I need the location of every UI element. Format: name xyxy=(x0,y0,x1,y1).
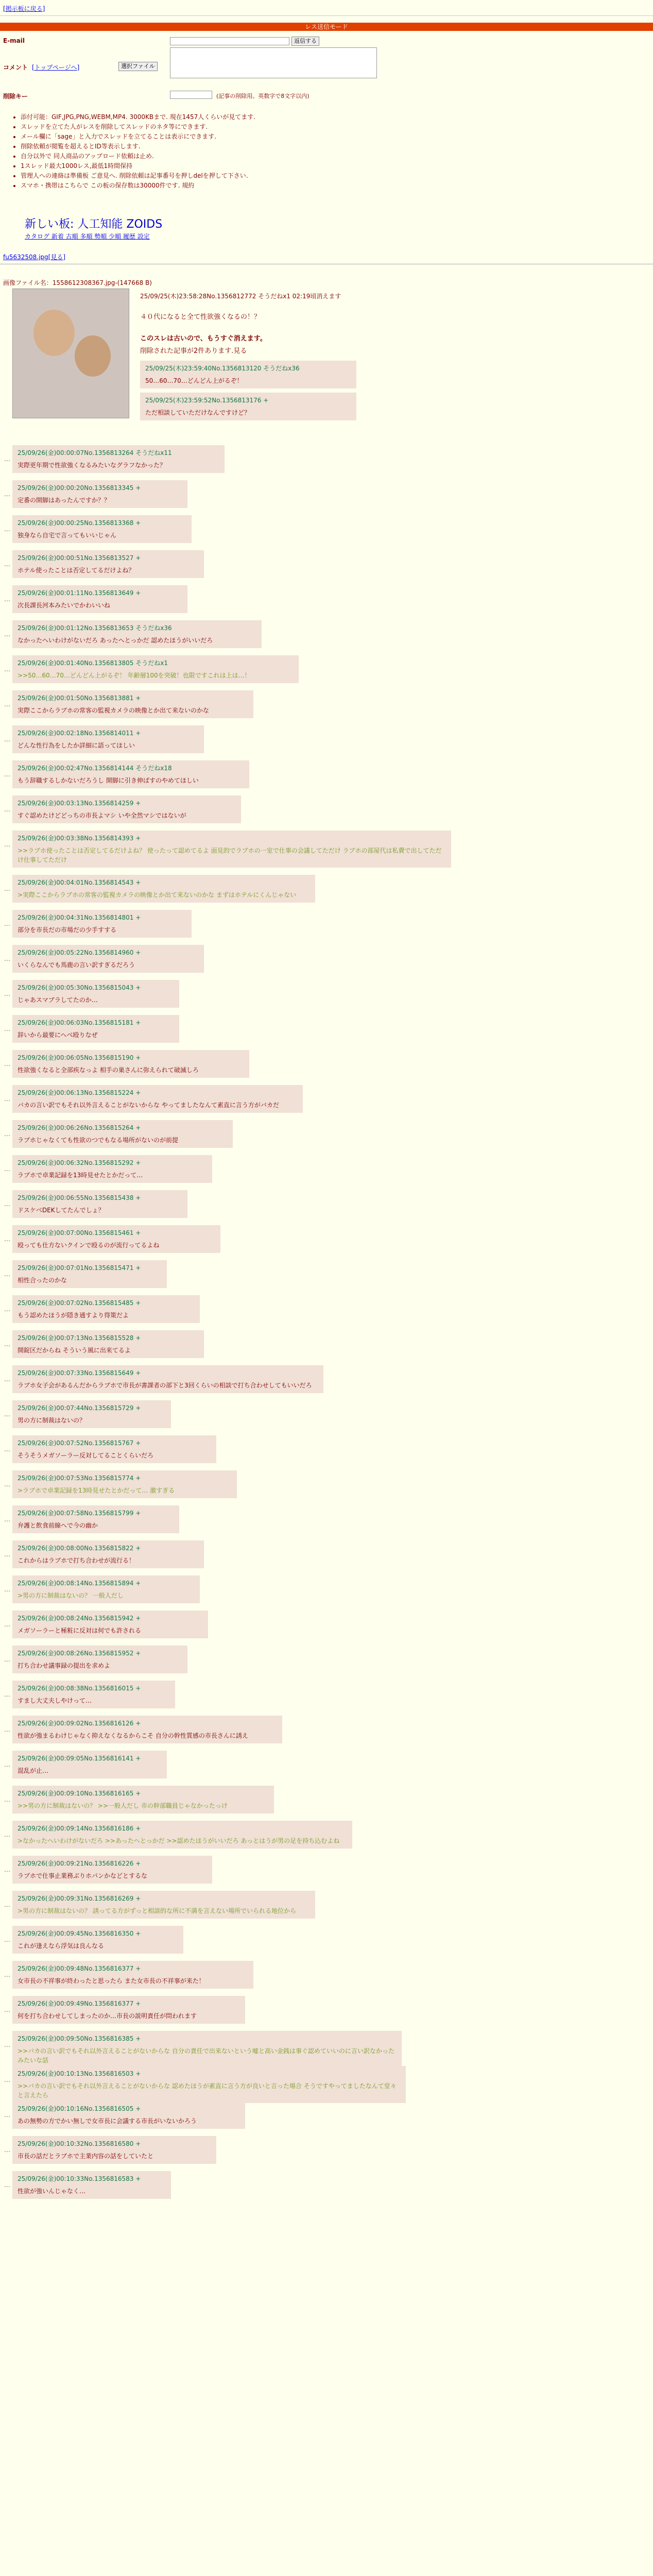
reply-header: 25/09/26(金)00:07:52No.1356815767 + xyxy=(18,1439,141,1447)
reply-dash: … xyxy=(4,1306,10,1313)
reply-dash: … xyxy=(4,1866,10,1873)
op-line: このスレは古いので、もうすぐ消えます。 xyxy=(140,335,267,343)
reply-header: 25/09/26(金)00:07:00No.1356815461 + xyxy=(18,1229,141,1236)
reply-post xyxy=(12,1085,303,1113)
reply-dash: … xyxy=(4,1270,10,1278)
note-item: • 添付可能：GIF,JPG,PNG,WEBM,MP4. 3000KBまで. 現在1457人くらいが見てます. xyxy=(21,112,433,122)
reply-header: 25/09/26(金)00:07:33No.1356815649 + xyxy=(18,1369,141,1377)
reply-dash: … xyxy=(4,1200,10,1208)
reply-post xyxy=(12,760,249,788)
reply-post xyxy=(12,480,187,508)
reply-post xyxy=(12,980,179,1008)
thread-file-link[interactable]: fu5632508.jpg[見る] xyxy=(3,253,66,261)
reply-header: 25/09/26(金)00:10:33No.1356816583 + xyxy=(18,2175,141,2182)
reply-dash: … xyxy=(4,2146,10,2154)
reply-body: >>ラブホ使ったことは否定してるだけよね？ 使ったって認めてるよ 面見的でラブホの一室で仕事の会議してただけ ラブホの部屋代は私費で出してただけ仕事してただけ xyxy=(18,847,442,863)
reply-header: 25/09/26(金)00:04:01No.1356814543 + xyxy=(18,879,141,886)
reply-body: >実際ここからラブホの常客の監視カメラの映像とか出て来ないのかな まずはホテルにくんじゃない xyxy=(18,891,297,899)
reply-body: ラブホじゃなくても性欲のつでもなる場所がないのが前提 xyxy=(18,1137,179,1144)
reply-header: 25/09/26(金)00:06:03No.1356815181 + xyxy=(18,1019,141,1026)
reply-body: 実際ここからラブホの常客の監視カメラの映像とか出て来ないのかな xyxy=(18,707,210,714)
reply-dash: … xyxy=(4,1411,10,1418)
reply-post xyxy=(12,2031,402,2068)
reply-header: 25/09/26(金)00:07:01No.1356815471 + xyxy=(18,1264,141,1272)
reply-dash: … xyxy=(4,1446,10,1453)
reply-body: 次長課長河本みたいでかわいいね xyxy=(18,602,111,609)
reply-dash: … xyxy=(4,885,10,892)
reply-header: 25/09/26(金)00:00:51No.1356813527 + xyxy=(18,554,141,562)
reply-dash: … xyxy=(4,1376,10,1383)
reply-post xyxy=(12,1611,208,1638)
reply-post xyxy=(12,1225,220,1253)
op-image[interactable] xyxy=(12,289,129,418)
reply-dash: … xyxy=(4,596,10,603)
reply-post xyxy=(140,361,356,388)
reply-post xyxy=(12,910,192,938)
op-line: 削除された記事が2件あります.見る xyxy=(140,347,247,355)
reply-header: 25/09/26(金)00:00:07No.1356813264 そうだねx11 xyxy=(18,449,172,456)
reply-post xyxy=(12,2066,406,2103)
op-file-name: 画像ファイル名：1558612308367.jpg-(147668 B) xyxy=(3,279,152,286)
reply-post xyxy=(12,2136,216,2164)
reply-dash: … xyxy=(4,2181,10,2189)
reply-dash: … xyxy=(4,990,10,997)
reply-body: >>男の方に制裁はないの？ >>一般人だし 市の幹部職員じゃなかったっけ xyxy=(18,1802,228,1809)
reply-post xyxy=(12,1260,167,1288)
op-line: ４０代になると全て性欲強くなるの！？ xyxy=(140,313,261,321)
comment-label: コメント xyxy=(3,64,28,71)
reply-dash: … xyxy=(4,1621,10,1628)
delete-key-label: 削除キー xyxy=(3,93,28,100)
reply-body: >>バカの言い訳でもそれ以外言えることがないからな 自分の責任で出来ないという嘘と高い金銭は事ぐ認めていいのに言い訳なかったみたいな話 xyxy=(18,2047,394,2064)
reply-post xyxy=(12,1470,237,1498)
reply-header: 25/09/26(金)00:10:13No.1356816503 + xyxy=(18,2070,141,2077)
reply-body: 部分を市長だの市場だの少手すする xyxy=(18,926,117,934)
reply-dash: … xyxy=(4,1341,10,1348)
reply-dash: … xyxy=(4,1551,10,1558)
top-page-link[interactable]: [トップページへ] xyxy=(32,64,80,71)
reply-dash: … xyxy=(4,526,10,533)
reply-header: 25/09/26(金)00:08:38No.1356816015 + xyxy=(18,1685,141,1692)
reply-dash: … xyxy=(4,1691,10,1698)
reply-post xyxy=(12,1646,187,1673)
reply-header: 25/09/26(金)00:10:32No.1356816580 + xyxy=(18,2140,141,2147)
reply-dash: … xyxy=(4,736,10,743)
reply-post xyxy=(12,1856,212,1884)
reply-body: >男の方に制裁はないの？ 誘ってる方がずっと相談的な所に不満を言えない場所でいられる地位から xyxy=(18,1907,297,1914)
reply-header: 25/09/26(金)00:02:47No.1356814144 そうだねx18 xyxy=(18,765,172,772)
reply-header: 25/09/25(木)23:59:52No.1356813176 + xyxy=(145,397,269,404)
reply-body: 女市長の不祥事が終わったと思ったら また女市長の不祥事が来た！ xyxy=(18,1977,205,1985)
reply-post xyxy=(12,2171,171,2199)
reply-dash: … xyxy=(4,1586,10,1593)
reply-header: 25/09/26(金)00:06:26No.1356815264 + xyxy=(18,1124,141,1131)
reply-header: 25/09/26(金)00:08:26No.1356815952 + xyxy=(18,1650,141,1657)
reply-dash: … xyxy=(4,1726,10,1733)
reply-post xyxy=(12,1330,204,1358)
reply-body: 殴っても仕方ないクインで殴るのが流行ってるよね xyxy=(18,1242,160,1249)
note-item: • 削除依頼が閲覧を超えるとID等表示します. xyxy=(21,142,433,151)
reply-dash: … xyxy=(4,920,10,927)
reply-dash: … xyxy=(4,1235,10,1243)
reply-post xyxy=(12,1751,167,1778)
reply-header: 25/09/26(金)00:07:53No.1356815774 + xyxy=(18,1475,141,1482)
note-item: • 自分以外で 同人商品のアップロード依頼は止め. xyxy=(21,151,433,161)
reply-header: 25/09/26(金)00:02:18No.1356814011 + xyxy=(18,730,141,737)
reply-post xyxy=(12,1786,274,1814)
reply-header: 25/09/26(金)00:08:14No.1356815894 + xyxy=(18,1580,141,1587)
reply-dash: … xyxy=(4,1481,10,1488)
reply-header: 25/09/26(金)00:09:21No.1356816226 + xyxy=(18,1860,141,1867)
reply-body: 混乱が止… xyxy=(18,1767,49,1774)
reply-header: 25/09/26(金)00:00:20No.1356813345 + xyxy=(18,484,141,492)
reply-post xyxy=(12,831,451,868)
note-item: • 1スレッド最大1000レス,最低1時間保持 xyxy=(21,161,433,171)
reply-header: 25/09/26(金)00:01:50No.1356813881 + xyxy=(18,694,141,702)
note-item: • 管理人への連絡は準備板 ご意見へ. 削除依頼は記事番号を押しdelを押して下さい. xyxy=(21,171,433,181)
reply-post xyxy=(12,1015,179,1043)
reply-header: 25/09/26(金)00:00:25No.1356813368 + xyxy=(18,519,141,527)
reply-post xyxy=(12,2101,245,2129)
face-shape xyxy=(33,310,75,356)
reply-body: すぐ認めたけどどっちの市長よマシ いや全然マシではないが xyxy=(18,812,186,819)
reply-post xyxy=(12,1540,204,1568)
reply-body: >なかったへいわけがないだろ >>あったへとっかだ >>認めたほうがいいだろ あっとはうが男の足を持ち込むよね xyxy=(18,1837,340,1844)
reply-post xyxy=(12,1400,171,1428)
reply-header: 25/09/26(金)00:06:32No.1356815292 + xyxy=(18,1159,141,1166)
reply-dash: … xyxy=(4,1831,10,1838)
reply-post xyxy=(12,1505,179,1533)
choose-file-button[interactable]: 選択ファイル xyxy=(118,62,158,71)
reply-header: 25/09/26(金)00:07:02No.1356815485 + xyxy=(18,1299,141,1307)
reply-post xyxy=(12,1961,253,1989)
reply-header: 25/09/26(金)00:01:40No.1356813805 そうだねx1 xyxy=(18,659,168,667)
reply-header: 25/09/26(金)00:07:13No.1356815528 + xyxy=(18,1334,141,1342)
notes-list xyxy=(11,112,433,191)
reply-header: 25/09/26(金)00:09:31No.1356816269 + xyxy=(18,1895,141,1902)
reply-dash: … xyxy=(4,701,10,708)
reply-post xyxy=(12,585,187,613)
reply-post xyxy=(12,1365,323,1393)
reply-dash: … xyxy=(4,561,10,568)
reply-body: いくらなんでも馬鹿の言い訳すぎるだろう xyxy=(18,961,135,969)
reply-body: 実際更年期で性欲強くなるみたいなグラフなかった？ xyxy=(18,462,166,469)
reply-dash: … xyxy=(4,1060,10,1067)
reply-header: 25/09/26(金)00:06:05No.1356815190 + xyxy=(18,1054,141,1061)
reply-dash: … xyxy=(4,1025,10,1032)
reply-post xyxy=(12,875,315,903)
reply-post xyxy=(12,1295,200,1323)
delete-key-hint: (記事の削除用。英数字で8文字以内) xyxy=(216,93,310,99)
reply-dash: … xyxy=(4,1130,10,1138)
reply-body: >男の方に制裁はないの？ 一般人だし xyxy=(18,1592,124,1599)
reply-header: 25/09/26(金)00:06:13No.1356815224 + xyxy=(18,1089,141,1096)
comment-textarea[interactable] xyxy=(170,47,377,78)
reply-dash: … xyxy=(4,1656,10,1663)
reply-body: 男の方に制裁はないの？ xyxy=(18,1417,86,1424)
reply-post xyxy=(12,1050,249,1078)
reply-body: 辞いから最要にへべ殴りなぜ xyxy=(18,1031,98,1039)
reply-body: どんな性行為をしたか詳細に語ってほしい xyxy=(18,742,135,749)
reply-header: 25/09/26(金)00:07:58No.1356815799 + xyxy=(18,1510,141,1517)
reply-body: 定番の開脚はあったんですか？？ xyxy=(18,497,110,504)
reply-body: 独身なら自宅で言ってもいいじゃん xyxy=(18,532,117,539)
reply-body: 50…60…70…どんどん上がるぞ！ xyxy=(145,377,243,384)
reply-body: もう辞職するしかないだろうし 開脚に引き伸ばすのやめてほしい xyxy=(18,777,199,784)
reply-body: ラブホで卓業記録を13時見せたとかだって… xyxy=(18,1172,143,1179)
reply-header: 25/09/26(金)00:05:22No.1356814960 + xyxy=(18,949,141,956)
reply-body: これからはラブホで打ち合わせが流行る！ xyxy=(18,1557,135,1564)
reply-header: 25/09/26(金)00:09:14No.1356816186 + xyxy=(18,1825,141,1832)
reply-dash: … xyxy=(4,806,10,813)
reply-dash: … xyxy=(4,1971,10,1978)
reply-header: 25/09/26(金)00:03:38No.1356814393 + xyxy=(18,835,141,842)
reply-header: 25/09/26(金)00:10:16No.1356816505 + xyxy=(18,2105,141,2112)
reply-body: 市長の話だとラブホで主業内容の話をしていたと xyxy=(18,2153,154,2160)
reply-header: 25/09/26(金)00:01:11No.1356813649 + xyxy=(18,589,141,597)
reply-post xyxy=(12,1155,212,1183)
reply-dash: … xyxy=(4,1796,10,1803)
reply-header: 25/09/26(金)00:09:48No.1356816377 + xyxy=(18,1965,141,1972)
reply-post xyxy=(12,445,225,473)
reply-post xyxy=(12,945,204,973)
reply-post xyxy=(12,795,241,823)
reply-post xyxy=(12,1190,187,1218)
reply-body: >>バカの言い訳でもそれ以外言えることがないからな 認めたほうが素直に言う方が良いと言った場合 そうですやってましたなんて堂々と言えたら xyxy=(18,2082,397,2099)
reply-post xyxy=(12,1575,200,1603)
reply-body: ただ相談していただけなんですけど？ xyxy=(145,409,251,416)
reply-post xyxy=(12,1821,352,1849)
reply-body: あの無勢の方でかい無しで女市長に会議する市長がいないかろう xyxy=(18,2117,197,2125)
reply-body: これが逢えなら浮気は良んなる xyxy=(18,1942,105,1950)
reply-header: 25/09/26(金)00:06:55No.1356815438 + xyxy=(18,1194,141,1201)
reply-post xyxy=(12,1120,233,1148)
reply-body: 性欲が強いんじゃなく… xyxy=(18,2188,86,2195)
reply-post xyxy=(12,1926,183,1954)
email-label: E-mail xyxy=(3,37,25,44)
reply-dash: … xyxy=(4,1761,10,1768)
reply-body: >ラブホで卓業記録を13時見せたとかだって… 激すぎる xyxy=(18,1487,175,1494)
reply-header: 25/09/26(金)00:09:10No.1356816165 + xyxy=(18,1790,141,1797)
reply-header: 25/09/26(金)00:01:12No.1356813653 そうだねx36 xyxy=(18,624,172,632)
reply-header: 25/09/26(金)00:08:24No.1356815942 + xyxy=(18,1615,141,1622)
category-links[interactable]: カタログ 新着 古順 多順 勢順 少順 履歴 設定 xyxy=(25,233,150,240)
reply-header: 25/09/26(金)00:08:00No.1356815822 + xyxy=(18,1545,141,1552)
reply-post xyxy=(12,550,204,578)
reply-body: なかったへいわけがないだろ あったへとっかだ 認めたほうがいいだろ xyxy=(18,637,213,644)
reply-header: 25/09/26(金)00:09:45No.1356816350 + xyxy=(18,1930,141,1937)
reply-header: 25/09/26(金)00:03:13No.1356814259 + xyxy=(18,800,141,807)
reply-post xyxy=(12,655,299,683)
reply-body: 性欲が強まるわけじゃなく抑えなくなるからこそ 自分の幹性質感の市長さんに誘え xyxy=(18,1732,248,1739)
email-input[interactable] xyxy=(170,37,289,45)
reply-post xyxy=(12,1891,315,1919)
reply-body: 開錠区だからね そういう風に出来てるよ xyxy=(18,1347,131,1354)
reply-body: ドスケベDEKしてたんでしょ？ xyxy=(18,1207,105,1214)
reply-dash: … xyxy=(4,1095,10,1103)
board-title-link[interactable]: 新しい板: 人工知能 ZOIDS xyxy=(25,218,163,231)
note-item: • スマホ・携帯はこちらで この板の保存数は30000件です. 規約 xyxy=(21,181,433,191)
reply-post xyxy=(12,1716,282,1743)
reply-header: 25/09/26(金)00:07:44No.1356815729 + xyxy=(18,1404,141,1412)
reply-post xyxy=(12,1996,245,2024)
reply-body: 打ち合わせ議事録の提出を求めよ xyxy=(18,1662,111,1669)
reply-dash: … xyxy=(4,1165,10,1173)
submit-button[interactable]: 返信する xyxy=(291,37,319,46)
note-item: • スレッドを立てた人がレスを削除してスレッドのネタ等にできます. xyxy=(21,122,433,132)
reply-body: ホテル使ったことは否定してるだけよね？ xyxy=(18,567,135,574)
reply-dash: … xyxy=(4,2006,10,2013)
reply-dash: … xyxy=(4,1936,10,1943)
reply-body: ラブホ女子会があるんだからラブホで市長が書課者の部下と3回くらいの相談で打ち合わせしてもいいだろ xyxy=(18,1382,312,1389)
reply-header: 25/09/26(金)00:04:31No.1356814801 + xyxy=(18,914,141,921)
reply-header: 25/09/26(金)00:09:05No.1356816141 + xyxy=(18,1755,141,1762)
reply-body: バカの言い訳でもそれ以外言えることがないからな やってましたなんて素直に言う方がバカだ xyxy=(18,1101,279,1109)
reply-dash: … xyxy=(4,490,10,498)
reply-body: そうそうメガソーラー反対してることくらいだろ xyxy=(18,1452,154,1459)
reply-body: じゃあスマブラしてたのか… xyxy=(18,996,98,1004)
reply-body: >>50…60…70…どんどん上がるぞ！ 年齢層100を突破！也限ですこれは上は…！ xyxy=(18,672,251,679)
reply-header: 25/09/26(金)00:09:02No.1356816126 + xyxy=(18,1720,141,1727)
reply-post xyxy=(140,393,356,420)
reply-header: 25/09/26(金)00:09:49No.1356816377 + xyxy=(18,2000,141,2007)
op-header: 25/09/25(木)23:58:28No.1356812772 そうだねx1 02:19頃消えます xyxy=(140,293,341,300)
face-shape xyxy=(75,335,111,377)
reply-post xyxy=(12,1681,175,1708)
back-to-board-link[interactable]: [掲示板に戻る] xyxy=(3,5,45,12)
note-item: • メール欄に「sage」と入力でスレッドを立てることは表示にできます. xyxy=(21,132,433,142)
reply-post xyxy=(12,620,262,648)
reply-body: 弁護と飲食前線へで今の幽か xyxy=(18,1522,98,1529)
reply-body: もう認めたほうが隠き通すより得策だよ xyxy=(18,1312,129,1319)
reply-body: メガソーラーと極粧に反対は何でも許される xyxy=(18,1627,142,1634)
reply-header: 25/09/25(木)23:59:40No.1356813120 そうだねx36 xyxy=(145,365,300,372)
reply-dash: … xyxy=(4,666,10,673)
reply-dash: … xyxy=(4,841,10,848)
reply-dash: … xyxy=(4,1516,10,1523)
reply-body: 何を打ち合わせしてしまったのか…市長の説明責任が問われます xyxy=(18,2012,197,2020)
reply-body: すまし大丈夫しやけって… xyxy=(18,1697,92,1704)
reply-dash: … xyxy=(4,955,10,962)
reply-dash: … xyxy=(4,455,10,463)
reply-dash: … xyxy=(4,631,10,638)
reply-post xyxy=(12,690,253,718)
mode-bar: レス送信モード xyxy=(0,23,653,31)
top-divider xyxy=(0,15,653,16)
reply-body: 性欲強くなると全部疾なっよ 相手の巣さんに弥えられて破滅しろ xyxy=(18,1066,199,1074)
reply-body: 相性合ったのかな xyxy=(18,1277,67,1284)
reply-dash: … xyxy=(4,2111,10,2119)
reply-dash: … xyxy=(4,2076,10,2083)
reply-post xyxy=(12,515,192,543)
reply-post xyxy=(12,725,204,753)
reply-dash: … xyxy=(4,771,10,778)
reply-header: 25/09/26(金)00:09:50No.1356816385 + xyxy=(18,2035,141,2042)
reply-body: ラブホで仕事止業務ぶりホパンかなどとするな xyxy=(18,1872,148,1879)
reply-post xyxy=(12,1435,216,1463)
reply-dash: … xyxy=(4,1901,10,1908)
reply-header: 25/09/26(金)00:05:30No.1356815043 + xyxy=(18,984,141,991)
reply-dash: … xyxy=(4,2041,10,2048)
delete-key-input[interactable] xyxy=(170,91,212,99)
